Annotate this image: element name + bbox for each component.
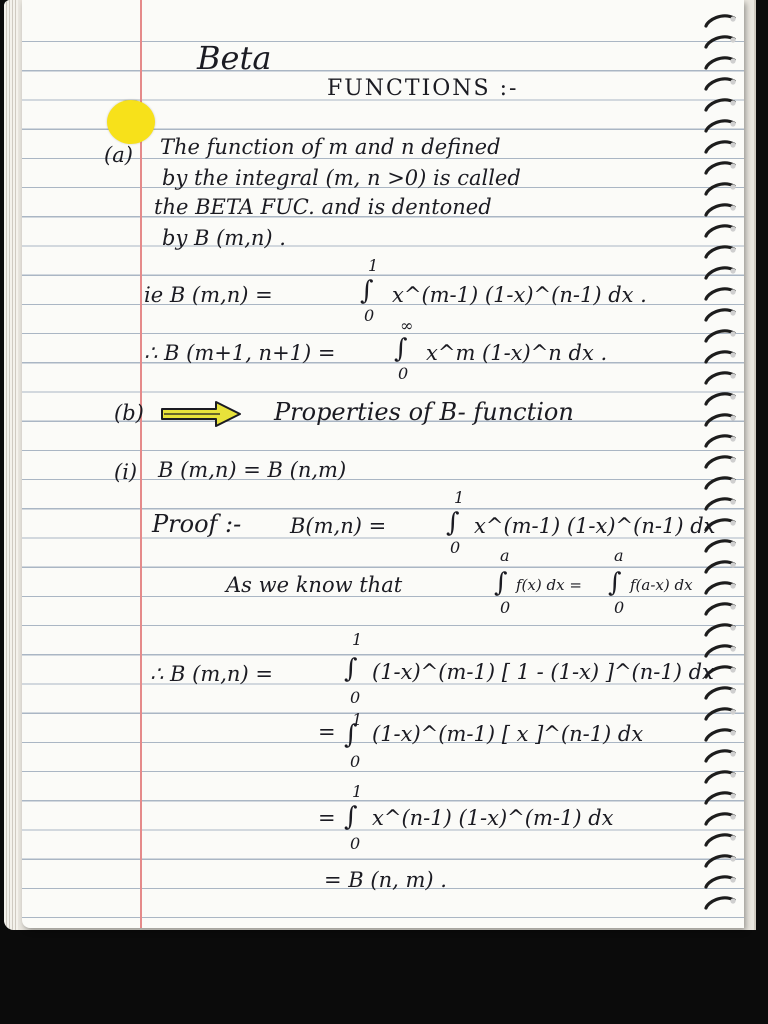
spiral-coil — [706, 289, 734, 299]
spiral-hole — [730, 793, 735, 798]
spiral-hole — [730, 310, 735, 315]
spiral-coil — [706, 310, 734, 320]
spiral-coil — [706, 184, 734, 194]
spiral-coil — [706, 226, 734, 236]
eq1-lower-limit: 0 — [364, 306, 375, 325]
step3-integral-sign: ∫ — [344, 802, 358, 832]
spiral-hole — [730, 163, 735, 168]
spiral-coil — [706, 499, 734, 509]
spiral-hole — [730, 436, 735, 441]
known-int2-lower: 0 — [614, 598, 625, 617]
spiral-hole — [730, 205, 735, 210]
title-beta: Beta — [197, 39, 272, 77]
step4-result: = B (n, m) . — [324, 868, 447, 892]
spiral-coil — [706, 898, 734, 908]
spiral-coil — [706, 163, 734, 173]
step2-integrand: (1-x)^(m-1) [ x ]^(n-1) dx — [372, 722, 644, 746]
proof-integrand: x^(m-1) (1-x)^(n-1) dx — [474, 514, 716, 538]
spiral-hole — [730, 79, 735, 84]
spiral-hole — [730, 457, 735, 462]
spiral-hole — [730, 835, 735, 840]
known-int1-lower: 0 — [500, 598, 511, 617]
eq1-upper-limit: 1 — [368, 256, 379, 275]
spiral-coil — [706, 331, 734, 341]
spiral-hole — [730, 625, 735, 630]
step2-lower: 0 — [350, 752, 361, 771]
spiral-hole — [730, 709, 735, 714]
spiral-coil — [706, 856, 734, 866]
spiral-hole — [730, 100, 735, 105]
step1-integral-sign: ∫ — [344, 654, 358, 684]
spiral-hole — [730, 373, 735, 378]
spiral-coil — [706, 142, 734, 152]
definition-line-3: the BETA FUC. and is dentoned — [154, 195, 492, 219]
step3-upper: 1 — [352, 782, 363, 801]
double-right-arrow-icon — [160, 400, 242, 428]
spiral-hole — [730, 583, 735, 588]
spiral-hole — [730, 247, 735, 252]
proof-upper-limit: 1 — [454, 488, 465, 507]
spiral-hole — [730, 415, 735, 420]
spiral-hole — [730, 898, 735, 903]
spiral-coil — [706, 121, 734, 131]
notebook-page — [22, 0, 744, 928]
step3-integrand: x^(n-1) (1-x)^(m-1) dx — [372, 806, 614, 830]
definition-line-1: The function of m and n defined — [160, 135, 501, 159]
spiral-coil — [706, 394, 734, 404]
proof-integral-sign: ∫ — [446, 508, 460, 538]
step2-upper: 1 — [352, 710, 363, 729]
spiral-hole — [730, 16, 735, 21]
spiral-coil — [706, 709, 734, 719]
known-int2-body: f(a-x) dx — [630, 576, 693, 594]
eq1-lhs: ie B (m,n) = — [144, 283, 273, 307]
spiral-coil — [706, 730, 734, 740]
property-i-label: (i) — [114, 460, 138, 484]
spiral-binding-icon — [700, 10, 740, 920]
spiral-hole — [730, 121, 735, 126]
spiral-coil — [706, 604, 734, 614]
step1-lower: 0 — [350, 688, 361, 707]
known-int1-sign: ∫ — [494, 568, 508, 598]
spiral-hole — [730, 772, 735, 777]
eq2-rhs: x^m (1-x)^n dx . — [426, 341, 608, 365]
spiral-coil — [706, 814, 734, 824]
spiral-coil — [706, 751, 734, 761]
spiral-coil — [706, 457, 734, 467]
spiral-hole — [730, 646, 735, 651]
title-functions: FUNCTIONS :- — [327, 76, 519, 101]
properties-heading: Properties of B- function — [274, 398, 574, 426]
yellow-dot-sticker — [107, 100, 155, 144]
spiral-coil — [706, 415, 734, 425]
step3-eq: = — [318, 806, 336, 830]
spiral-hole — [730, 751, 735, 756]
spiral-hole — [730, 142, 735, 147]
spiral-coil — [706, 583, 734, 593]
eq1-rhs: x^(m-1) (1-x)^(n-1) dx . — [392, 283, 647, 307]
known-text: As we know that — [226, 573, 403, 597]
known-int1-upper: a — [500, 546, 510, 565]
spiral-hole — [730, 331, 735, 336]
spiral-hole — [730, 268, 735, 273]
spiral-hole — [730, 688, 735, 693]
spiral-coil — [706, 772, 734, 782]
spiral-hole — [730, 184, 735, 189]
step1-lhs: ∴ B (m,n) = — [150, 662, 273, 686]
spiral-hole — [730, 730, 735, 735]
spiral-coil — [706, 478, 734, 488]
spiral-hole — [730, 289, 735, 294]
step1-integrand: (1-x)^(m-1) [ 1 - (1-x) ]^(n-1) dx — [372, 660, 714, 684]
eq2-upper-limit: ∞ — [400, 316, 414, 335]
spiral-coil — [706, 877, 734, 887]
spiral-coil — [706, 16, 734, 26]
spiral-coil — [706, 58, 734, 68]
eq2-integral-sign: ∫ — [394, 334, 408, 364]
section-a-label: (a) — [104, 143, 133, 167]
definition-line-2: by the integral (m, n >0) is called — [162, 166, 521, 190]
spiral-coil — [706, 352, 734, 362]
proof-label: Proof :- — [152, 510, 242, 538]
spiral-coil — [706, 268, 734, 278]
spiral-hole — [730, 37, 735, 42]
spiral-coil — [706, 37, 734, 47]
eq2-lhs: ∴ B (m+1, n+1) = — [144, 341, 336, 365]
definition-line-4: by B (m,n) . — [162, 226, 286, 250]
spiral-hole — [730, 352, 735, 357]
known-int1-body: f(x) dx = — [516, 576, 582, 594]
spiral-coil — [706, 79, 734, 89]
spiral-coil — [706, 205, 734, 215]
spiral-hole — [730, 478, 735, 483]
spiral-coil — [706, 793, 734, 803]
property-i-statement: B (m,n) = B (n,m) — [158, 458, 347, 482]
step2-eq: = — [318, 720, 336, 744]
spiral-hole — [730, 226, 735, 231]
spiral-hole — [730, 541, 735, 546]
spiral-hole — [730, 394, 735, 399]
spiral-coil — [706, 646, 734, 656]
spiral-hole — [730, 814, 735, 819]
spiral-coil — [706, 247, 734, 257]
spiral-coil — [706, 436, 734, 446]
spiral-coil — [706, 373, 734, 383]
proof-lower-limit: 0 — [450, 538, 461, 557]
step2-integral-sign: ∫ — [344, 720, 358, 750]
step3-lower: 0 — [350, 834, 361, 853]
spiral-coil — [706, 562, 734, 572]
spiral-coil — [706, 100, 734, 110]
spiral-hole — [730, 562, 735, 567]
spiral-hole — [730, 877, 735, 882]
spiral-hole — [730, 667, 735, 672]
spiral-coil — [706, 625, 734, 635]
eq2-lower-limit: 0 — [398, 364, 409, 383]
known-int2-sign: ∫ — [608, 568, 622, 598]
spiral-hole — [730, 499, 735, 504]
spiral-coil — [706, 835, 734, 845]
spiral-coil — [706, 541, 734, 551]
spiral-hole — [730, 58, 735, 63]
section-b-label: (b) — [114, 401, 144, 425]
proof-lhs: B(m,n) = — [290, 514, 387, 538]
eq1-integral-sign: ∫ — [360, 276, 374, 306]
step1-upper: 1 — [352, 630, 363, 649]
spiral-hole — [730, 604, 735, 609]
spiral-hole — [730, 856, 735, 861]
page-edges — [4, 0, 18, 930]
spiral-hole — [730, 520, 735, 525]
known-int2-upper: a — [614, 546, 624, 565]
spiral-coil — [706, 688, 734, 698]
